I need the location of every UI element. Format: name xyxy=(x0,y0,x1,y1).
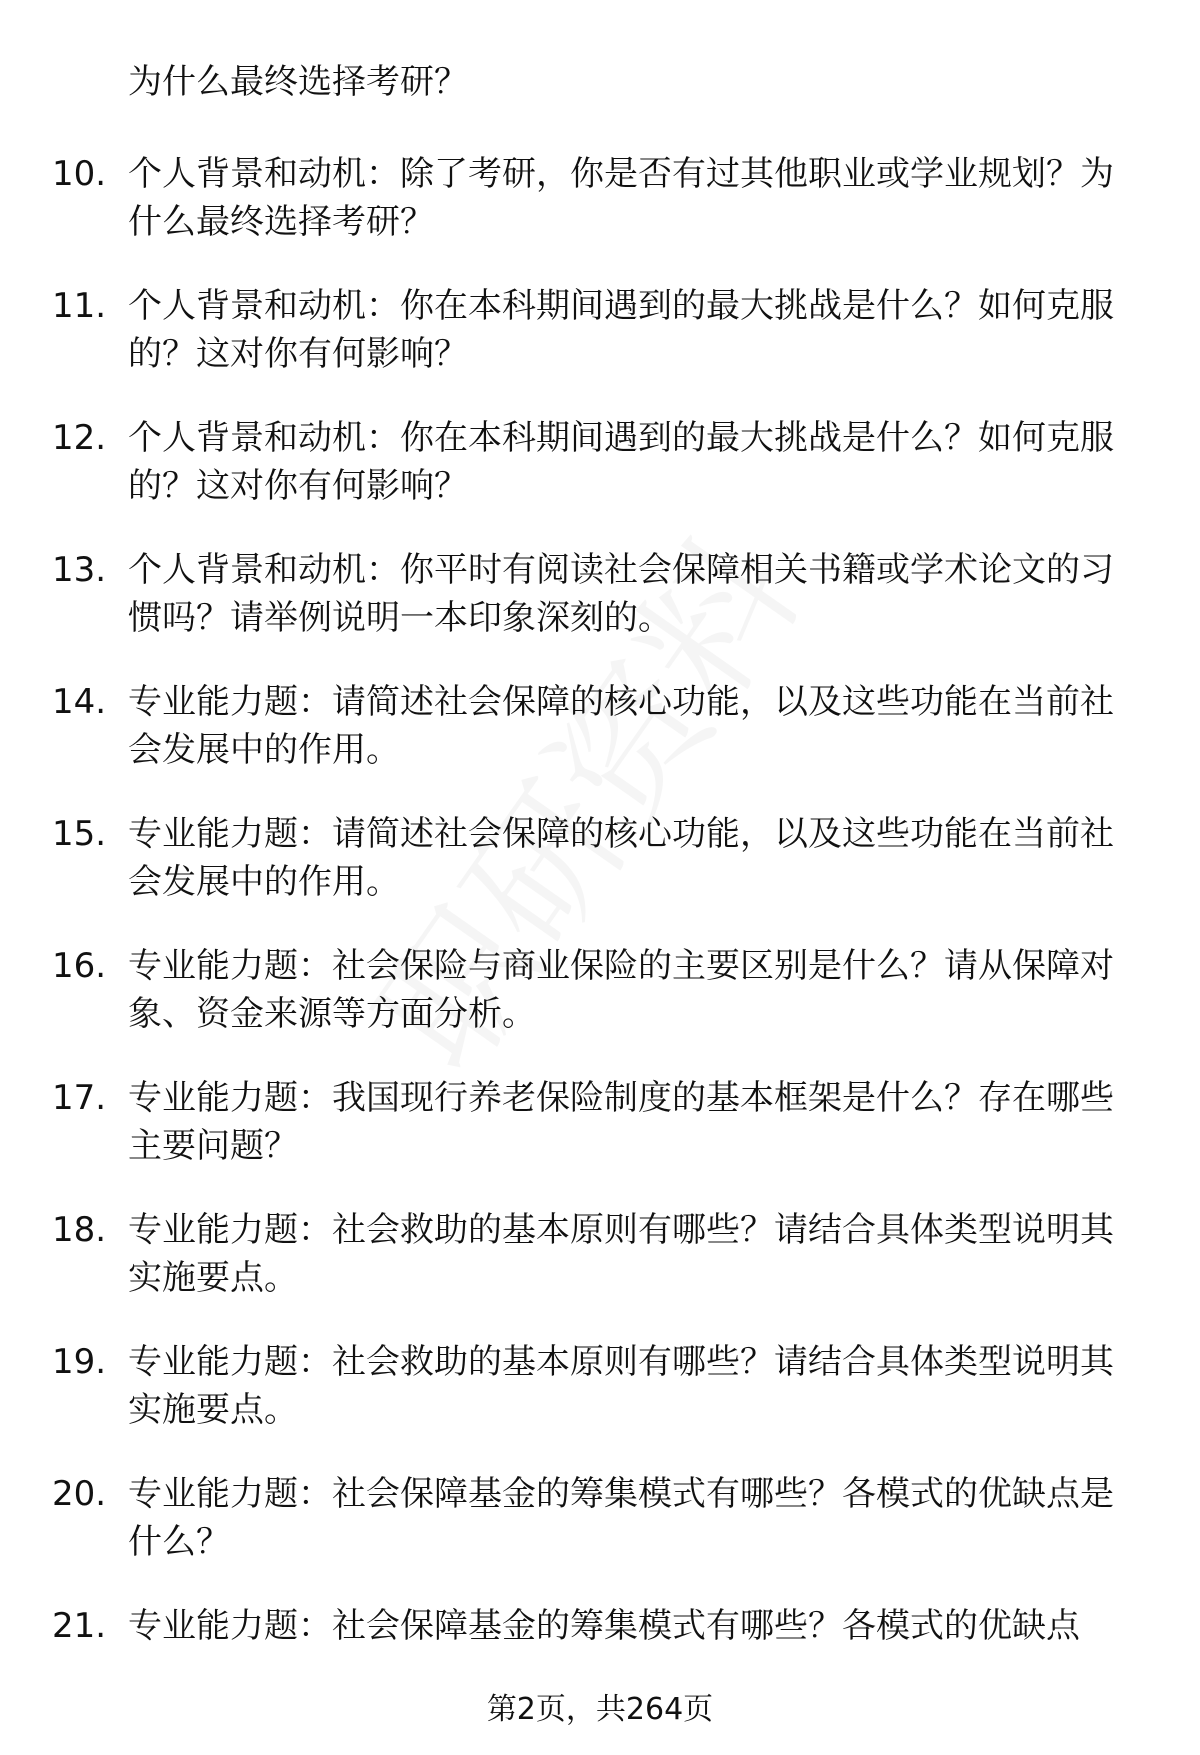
question-list xyxy=(52,150,1152,1734)
item-text: 专业能力题：社会救助的基本原则有哪些？请结合具体类型说明其实施要点。 xyxy=(128,1210,1114,1298)
item-number: 18. xyxy=(52,1210,107,1250)
list-item xyxy=(52,414,1152,546)
page-footer: 第2页，共264页 xyxy=(486,1692,714,1727)
item-number: 11. xyxy=(52,286,107,326)
item-number: 12. xyxy=(52,418,107,458)
item-number: 14. xyxy=(52,682,107,722)
item-text: 专业能力题：我国现行养老保险制度的基本框架是什么？存在哪些主要问题？ xyxy=(128,1078,1114,1166)
item-text: 专业能力题：社会救助的基本原则有哪些？请结合具体类型说明其实施要点。 xyxy=(128,1342,1114,1430)
list-item xyxy=(52,678,1152,810)
list-item xyxy=(52,942,1152,1074)
list-item xyxy=(52,1074,1152,1206)
list-item xyxy=(52,546,1152,678)
list-item xyxy=(52,1338,1152,1470)
item-number: 17. xyxy=(52,1078,107,1118)
item-text: 个人背景和动机：你平时有阅读社会保障相关书籍或学术论文的习惯吗？请举例说明一本印象深刻的。 xyxy=(128,550,1114,638)
item-number: 16. xyxy=(52,946,107,986)
item-number: 20. xyxy=(52,1474,107,1514)
item-text: 个人背景和动机：你在本科期间遇到的最大挑战是什么？如何克服的？这对你有何影响？ xyxy=(128,286,1114,374)
list-item xyxy=(52,1470,1152,1602)
item-number: 21. xyxy=(52,1606,107,1646)
item-text: 个人背景和动机：除了考研，你是否有过其他职业或学业规划？为什么最终选择考研？ xyxy=(128,154,1114,242)
item-number: 10. xyxy=(52,154,107,194)
list-item xyxy=(52,1206,1152,1338)
list-item xyxy=(52,150,1152,282)
list-item xyxy=(52,282,1152,414)
item-text: 专业能力题：社会保障基金的筹集模式有哪些？各模式的优缺点是什么？ xyxy=(128,1474,1114,1562)
item-text: 专业能力题：请简述社会保障的核心功能，以及这些功能在当前社会发展中的作用。 xyxy=(128,814,1114,902)
item-number: 13. xyxy=(52,550,107,590)
item-text: 专业能力题：社会保险与商业保险的主要区别是什么？请从保障对象、资金来源等方面分析。 xyxy=(128,946,1114,1034)
item-text: 专业能力题：请简述社会保障的核心功能，以及这些功能在当前社会发展中的作用。 xyxy=(128,682,1114,770)
continued-text: 为什么最终选择考研？ xyxy=(128,62,468,102)
item-text: 专业能力题：社会保障基金的筹集模式有哪些？各模式的优缺点 xyxy=(128,1606,1080,1646)
item-number: 15. xyxy=(52,814,107,854)
item-number: 19. xyxy=(52,1342,107,1382)
item-text: 个人背景和动机：你在本科期间遇到的最大挑战是什么？如何克服的？这对你有何影响？ xyxy=(128,418,1114,506)
list-item xyxy=(52,810,1152,942)
